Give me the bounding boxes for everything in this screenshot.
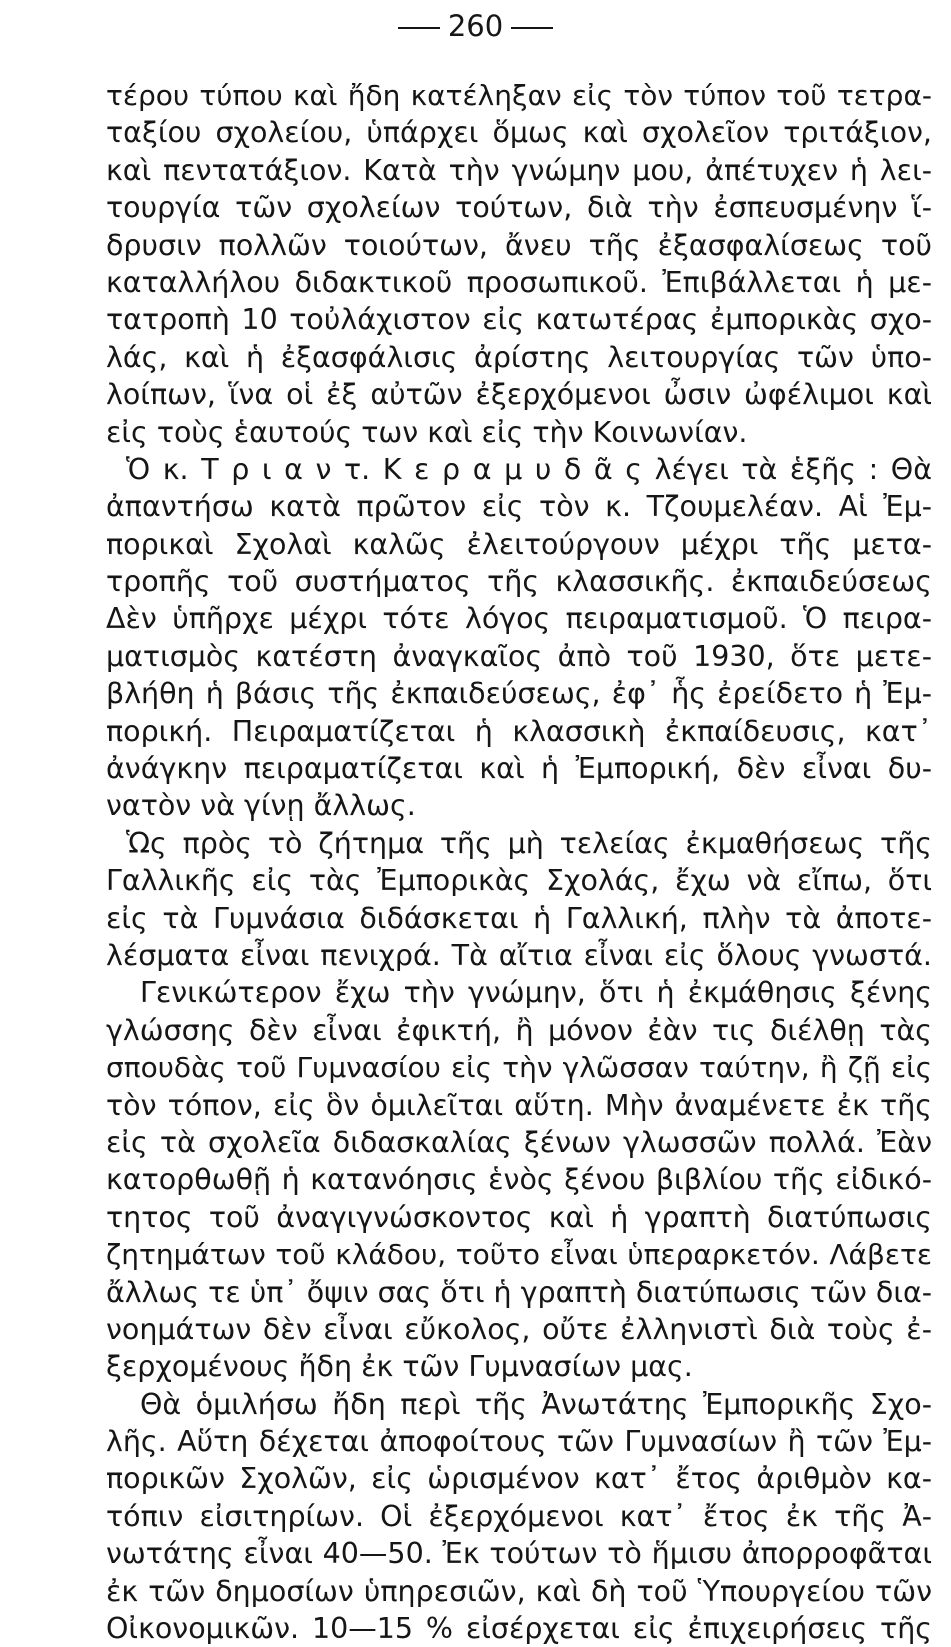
text-line: Θὰ ὁμιλήσω ἤδη περὶ τῆς Ἀνωτάτης Ἐμπορικῆς Σχο-: [140, 1387, 932, 1421]
text-line: πορικῶν Σχολῶν, εἰς ὡρισμένον κατ᾽ ἔτος ἀριθμὸν κα-: [106, 1462, 932, 1496]
text-line: ἄλλως τε ὑπ᾽ ὄψιν σας ὅτι ἡ γραπτὴ διατύπωσις τῶν δια-: [106, 1275, 932, 1309]
text-line: τητος τοῦ ἀναγιγνώσκοντος καὶ ἡ γραπτὴ διατύπωσις: [106, 1200, 932, 1234]
text-line: Ὡς πρὸς τὸ ζήτημα τῆς μὴ τελείας ἐκμαθήσεως τῆς: [126, 826, 932, 860]
text-line: τατροπὴ 10 τοὐλάχιστον εἰς κατωτέρας ἐμπορικὰς σχο-: [106, 303, 932, 337]
text-line: τέρου τύπου καὶ ἤδη κατέληξαν εἰς τὸν τύπον τοῦ τετρα-: [106, 79, 932, 112]
text-line: Γαλλικῆς εἰς τὰς Ἐμπορικὰς Σχολάς, ἔχω νὰ εἴπω, ὅτι: [106, 864, 932, 898]
text-line: τὸν τόπον, εἰς ὃν ὁμιλεῖται αὕτη. Μὴν ἀναμένετε ἐκ τῆς: [106, 1088, 932, 1122]
header-dash-left: [398, 27, 440, 29]
text-line: εἰς τὰ Γυμνάσια διδάσκεται ἡ Γαλλική, πλὴν τὰ ἀποτε-: [106, 901, 932, 935]
text-line: πορικαὶ Σχολαὶ καλῶς ἐλειτούργουν μέχρι τῆς μετα-: [106, 527, 932, 561]
text-line: εἰς τοὺς ἑαυτούς των καὶ εἰς τὴν Κοινωνίαν.: [106, 415, 748, 449]
text-line: νωτάτης εἶναι 40—50. Ἐκ τούτων τὸ ἥμισυ ἀπορροφᾶται: [106, 1537, 932, 1571]
page-header: [0, 6, 951, 46]
text-line: σπουδὰς τοῦ Γυμνασίου εἰς τὴν γλῶσσαν ταύτην, ἢ ζῇ εἰς: [106, 1051, 932, 1085]
text-line: βλήθη ἡ βάσις τῆς ἐκπαιδεύσεως, ἐφ᾽ ἧς ἐρείδετο ἡ Ἐμ-: [106, 677, 932, 711]
text-line: λέσματα εἶναι πενιχρά. Τὰ αἴτια εἶναι εἰς ὅλους γνωστά.: [106, 938, 932, 972]
text-line: ἀπαντήσω κατὰ πρῶτον εἰς τὸν κ. Τζουμελέαν. Αἱ Ἐμ-: [106, 490, 932, 524]
text-line: Δὲν ὑπῆρχε μέχρι τότε λόγος πειραματισμοῦ. Ὁ πειρα-: [106, 602, 932, 636]
text-line: τόπιν εἰσιτηρίων. Οἱ ἐξερχόμενοι κατ᾽ ἔτος ἐκ τῆς Ἀ-: [106, 1499, 932, 1533]
header-dash-right: [511, 27, 553, 29]
text-line: ξερχομένους ἤδη ἐκ τῶν Γυμνασίων μας.: [106, 1350, 693, 1384]
text-line: καὶ πεντατάξιον. Κατὰ τὴν γνώμην μου, ἀπέτυχεν ἡ λει-: [106, 153, 932, 187]
text-line: Οἰκονομικῶν. 10—15 % εἰσέρχεται εἰς ἐπιχειρήσεις τῆς: [106, 1612, 932, 1646]
text-line: γλώσσης δὲν εἶναι ἐφικτή, ἢ μόνον ἐὰν τις διέλθῃ τὰς: [106, 1013, 932, 1047]
text-line: ματισμὸς κατέστη ἀναγκαῖος ἀπὸ τοῦ 1930, ὅτε μετε-: [106, 639, 932, 673]
text-line: δρυσιν πολλῶν τοιούτων, ἄνευ τῆς ἐξασφαλίσεως τοῦ: [106, 228, 932, 262]
text-line: πορική. Πειραματίζεται ἡ κλασσικὴ ἐκπαίδευσις, κατ᾽: [106, 714, 932, 748]
text-line: λῆς. Αὕτη δέχεται ἀποφοίτους τῶν Γυμνασίων ἢ τῶν Ἐμ-: [106, 1425, 932, 1459]
page-number: 260: [447, 9, 504, 43]
text-line: ἐκ τῶν δημοσίων ὑπηρεσιῶν, καὶ δὴ τοῦ Ὑπουργείου τῶν: [106, 1574, 932, 1608]
text-line: νοημάτων δὲν εἶναι εὔκολος, οὔτε ἐλληνιστὶ διὰ τοὺς ἐ-: [106, 1312, 932, 1346]
body-text: [106, 77, 932, 1647]
text-line: τουργία τῶν σχολείων τούτων, διὰ τὴν ἐσπευσμένην ἵ-: [106, 191, 932, 225]
text-line: εἰς τὰ σχολεῖα διδασκαλίας ξένων γλωσσῶν πολλά. Ἐὰν: [106, 1125, 932, 1159]
text-line: καταλλήλου διδακτικοῦ προσωπικοῦ. Ἐπιβάλλεται ἡ με-: [106, 265, 932, 299]
text-line: ἀνάγκην πειραματίζεται καὶ ἡ Ἐμπορική, δὲν εἶναι δυ-: [106, 752, 932, 786]
text-line: λάς, καὶ ἡ ἐξασφάλισις ἀρίστης λειτουργίας τῶν ὑπο-: [106, 340, 932, 374]
text-line: λοίπων, ἵνα οἱ ἐξ αὐτῶν ἐξερχόμενοι ὦσιν ὠφέλιμοι καὶ: [106, 378, 932, 412]
text-line: νατὸν νὰ γίνῃ ἄλλως.: [106, 789, 416, 823]
text-line: ταξίου σχολείου, ὑπάρχει ὅμως καὶ σχολεῖον τριτάξιον,: [106, 116, 932, 150]
text-line: κατορθωθῇ ἡ κατανόησις ἑνὸς ξένου βιβλίου τῆς εἰδικό-: [106, 1163, 932, 1197]
text-line: Γενικώτερον ἔχω τὴν γνώμην, ὅτι ἡ ἐκμάθησις ξένης: [140, 976, 932, 1010]
text-line: τροπῆς τοῦ συστήματος τῆς κλασσικῆς. ἐκπαιδεύσεως: [106, 565, 932, 599]
text-line: ζητημάτων τοῦ κλάδου, τοῦτο εἶναι ὑπεραρκετόν. Λάβετε: [106, 1238, 932, 1272]
text-line: Ὁ κ. Τ ρ ι α ν τ. Κ ε ρ α μ υ δ ᾶ ς λέγει τὰ ἑξῆς : Θὰ: [126, 452, 932, 486]
